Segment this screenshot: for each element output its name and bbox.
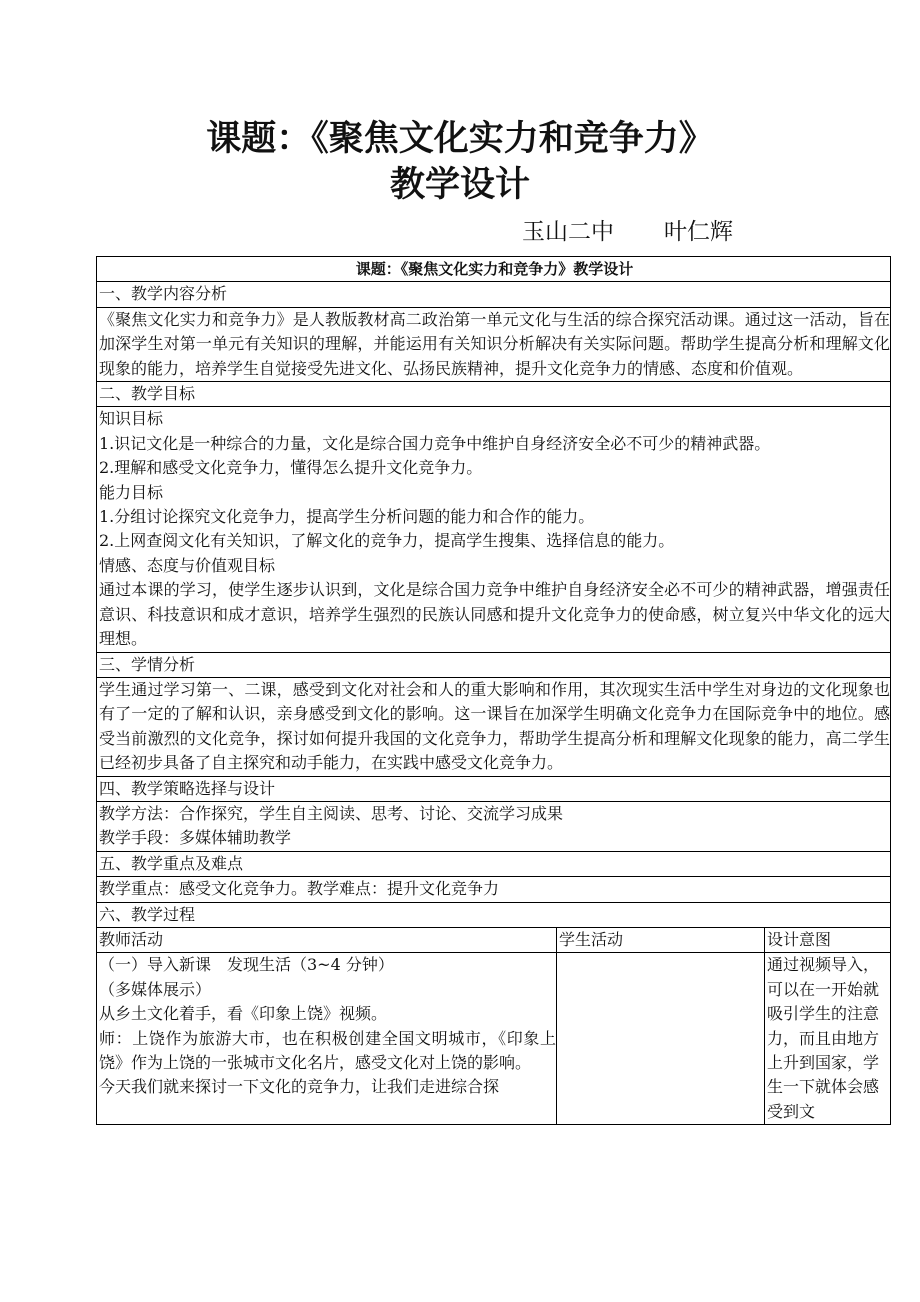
section-body-learner-analysis: 学生通过学习第一、二课，感受到文化对社会和人的重大影响和作用，其次现实生活中学生对身边的文化现象也有了一定的了解和认识，亲身感受到文化的影响。这一课旨在加深学生明确文化竞争力在国际竞争中的地位。感受当前激烈的文化竞争，探讨如何提升我国的文化竞争力，帮助学生提高分析和理解文化现象的能力，高二学生已经初步具备了自主探究和动手能力，在实践中感受文化竞争力。 [97,677,891,776]
goal-line: 2.理解和感受文化竞争力，懂得怎么提升文化竞争力。 [99,458,483,478]
section-title-teaching-goals: 二、教学目标 [97,382,891,407]
goal-line: 情感、态度与价值观目标 [99,555,276,575]
goal-line: 1.分组讨论探究文化竞争力，提高学生分析问题的能力和合作的能力。 [99,507,595,527]
section-body-key-points: 教学重点：感受文化竞争力。教学难点：提升文化竞争力 [97,877,891,902]
section-title-key-points: 五、教学重点及难点 [97,851,891,876]
author-line [522,214,733,250]
teacher-activity-line: （一）导入新课 发现生活（3~4 分钟） [99,955,394,975]
section-body-teaching-goals [97,407,891,652]
teacher-activity-line: 师：上饶作为旅游大市，也在积极创建全国文明城市，《印象上饶》作为上饶的一张城市文化名片，感受文化对上饶的影响。 [99,1028,556,1072]
section-title-learner-analysis: 三、学情分析 [97,652,891,677]
section-title-content-analysis: 一、教学内容分析 [97,282,891,307]
teacher-activity-cell [97,953,557,1125]
author-school: 玉山二中 [522,219,614,245]
column-header-design: 设计意图 [765,927,891,952]
author-name: 叶仁辉 [664,219,733,245]
teacher-activity-line: 今天我们就来探讨一下文化的竞争力，让我们走进综合探 [99,1077,500,1097]
design-intent-cell: 通过视频导入，可以在一开始就吸引学生的注意力，而且由地方上升到国家，学生一下就体会感受到文 [765,953,891,1125]
section-body-strategy [97,801,891,851]
goal-line: 知识目标 [99,409,164,429]
strategy-line: 教学手段：多媒体辅助教学 [99,828,292,848]
section-title-strategy: 四、教学策略选择与设计 [97,776,891,801]
section-body-content-analysis: 《聚焦文化实力和竞争力》是人教版教材高二政治第一单元文化与生活的综合探究活动课。通过这一活动，旨在加深学生对第一单元有关知识的理解，并能运用有关知识分析解决有关实际问题。帮助学生提高分析和理解文化现象的能力，培养学生自觉接受先进文化、弘扬民族精神，提升文化竞争力的情感、态度和价值观。 [97,307,891,381]
document-title-line1: 课题：《聚焦文化实力和竞争力》 [206,119,714,159]
goal-line: 2.上网查阅文化有关知识，了解文化的竞争力，提高学生搜集、选择信息的能力。 [99,531,675,551]
section-title-process: 六、教学过程 [97,902,891,927]
strategy-line: 教学方法：合作探究，学生自主阅读、思考、讨论、交流学习成果 [99,803,564,823]
teacher-activity-line: 从乡土文化着手，看《印象上饶》视频。 [99,1004,388,1024]
table-header: 课题：《聚焦文化实力和竞争力》教学设计 [97,257,891,282]
teacher-activity-line: （多媒体展示） [99,979,212,999]
column-header-student: 学生活动 [557,927,765,952]
column-header-teacher: 教师活动 [97,927,557,952]
goal-line: 能力目标 [99,482,164,502]
lesson-plan-table [96,256,891,1125]
document-title-line2: 教学设计 [389,165,530,205]
goal-line: 通过本课的学习，使学生逐步认识到，文化是综合国力竞争中维护自身经济安全必不可少的精神武器，增强责任意识、科技意识和成才意识，培养学生强烈的民族认同感和提升文化竞争力的使命感，树立复兴中华文化的远大理想。 [99,580,891,649]
student-activity-cell [557,953,765,1125]
goal-line: 1.识记文化是一种综合的力量，文化是综合国力竞争中维护自身经济安全必不可少的精神武器。 [99,433,771,453]
